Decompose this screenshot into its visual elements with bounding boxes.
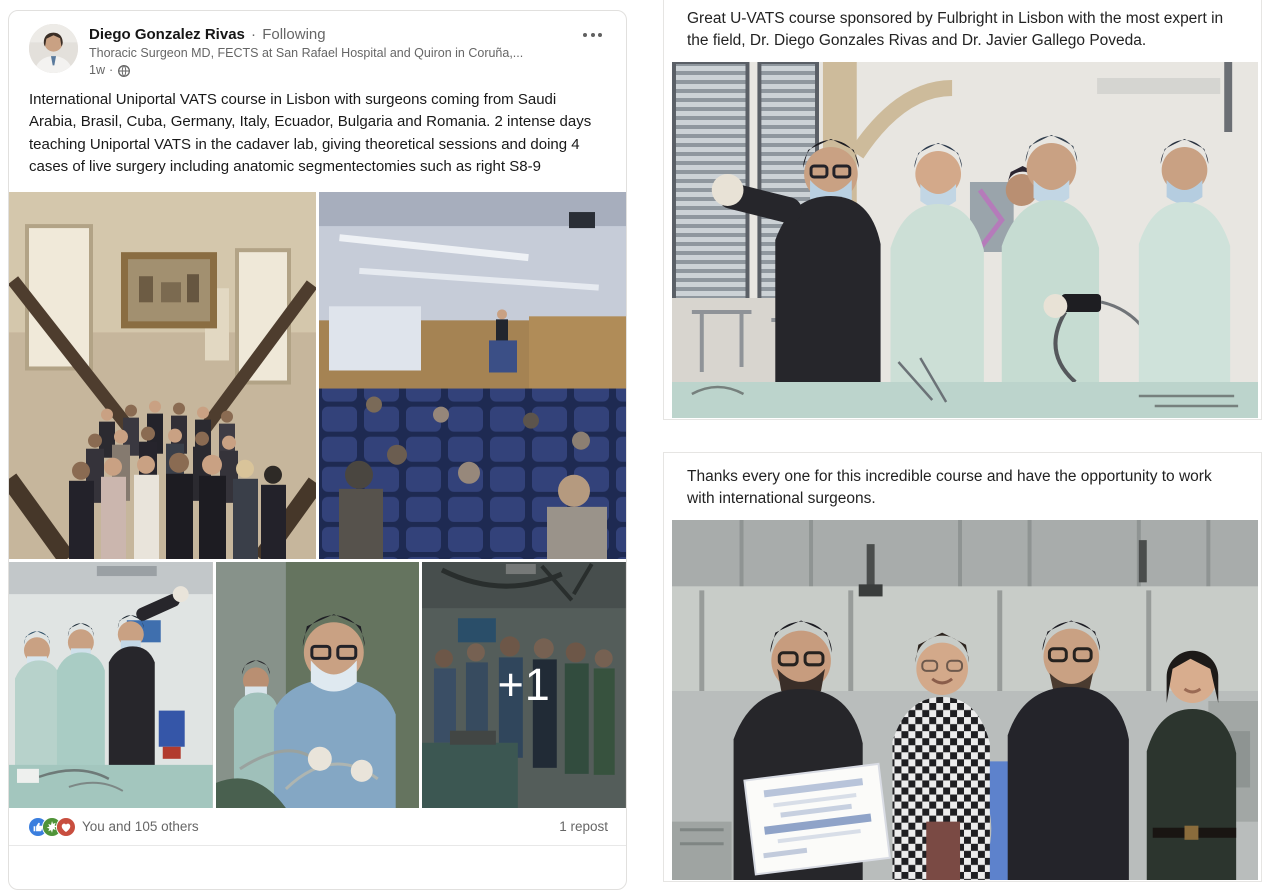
follow-status[interactable]: Following	[262, 26, 326, 43]
comment-text-bottom: Thanks every one for this incredible course and have the opportunity to work with international surgeons.	[687, 468, 1212, 507]
author-name[interactable]: Diego Gonzalez Rivas	[89, 26, 245, 43]
certificate-group-illustration	[672, 520, 1258, 880]
surgical-team-illustration	[9, 562, 213, 808]
uvats-team-illustration	[672, 62, 1258, 418]
operating-room-group-photo[interactable]	[422, 562, 626, 808]
name-row	[89, 25, 523, 45]
reaction-summary[interactable]: You and 105 others	[82, 819, 199, 835]
comment-card-bottom	[663, 452, 1262, 882]
social-proof-row	[9, 808, 626, 845]
group-staircase-photo[interactable]	[9, 192, 316, 559]
avatar-image	[29, 24, 78, 73]
reaction-icons[interactable]	[29, 818, 75, 836]
love-icon	[57, 818, 75, 836]
author-headline: Thoracic Surgeon MD, FECTS at San Rafael Hospital and Quiron in Coruña,...	[89, 46, 524, 60]
post-menu-button[interactable]	[577, 27, 608, 43]
more-photos-overlay[interactable]	[422, 562, 626, 808]
surgical-team-pointing-photo[interactable]	[9, 562, 213, 808]
time-separator: ·	[108, 63, 114, 77]
globe-icon	[117, 64, 131, 78]
certificate-presentation-photo[interactable]	[672, 520, 1258, 880]
lecture-hall-photo[interactable]	[319, 192, 626, 559]
more-photos-count: +1	[497, 658, 551, 710]
comment-card-top	[663, 0, 1262, 420]
repost-count[interactable]: 1 repost	[559, 819, 608, 835]
linkedin-post-card	[8, 10, 627, 890]
comment-text-top: Great U-VATS course sponsored by Fulbright in Lisbon with the most expert in the field, Dr. Diego Gonzales Rivas and Dr. Javier Gallego Poveda.	[687, 10, 1224, 49]
uvats-course-team-photo[interactable]	[672, 62, 1258, 418]
surgeon-closeup-illustration	[216, 562, 420, 808]
post-divider	[9, 845, 626, 846]
post-body-text: International Uniportal VATS course in Lisbon with surgeons coming from Saudi Arabia, Brasil, Cuba, Germany, Italy, Ecuador, Bulgaria and Romania. 2 intense days teaching Uniportal VATS in the cadaver lab, giving theoretical sessions and doing 4 cases of live surgery including anatomic segmentectomies such as right S8-9	[29, 91, 592, 176]
author-block	[89, 24, 523, 79]
avatar[interactable]	[29, 24, 78, 73]
group-staircase-illustration	[9, 192, 316, 559]
post-time-row	[89, 62, 523, 79]
post-time: 1w	[89, 63, 105, 77]
post-header	[9, 11, 626, 85]
name-separator: ·	[251, 26, 257, 43]
photo-grid-top-row	[9, 192, 626, 559]
ellipsis-icon	[583, 33, 587, 37]
surgeon-closeup-photo[interactable]	[216, 562, 420, 808]
lecture-hall-illustration	[319, 192, 626, 559]
photo-grid-bottom-row	[9, 562, 626, 808]
